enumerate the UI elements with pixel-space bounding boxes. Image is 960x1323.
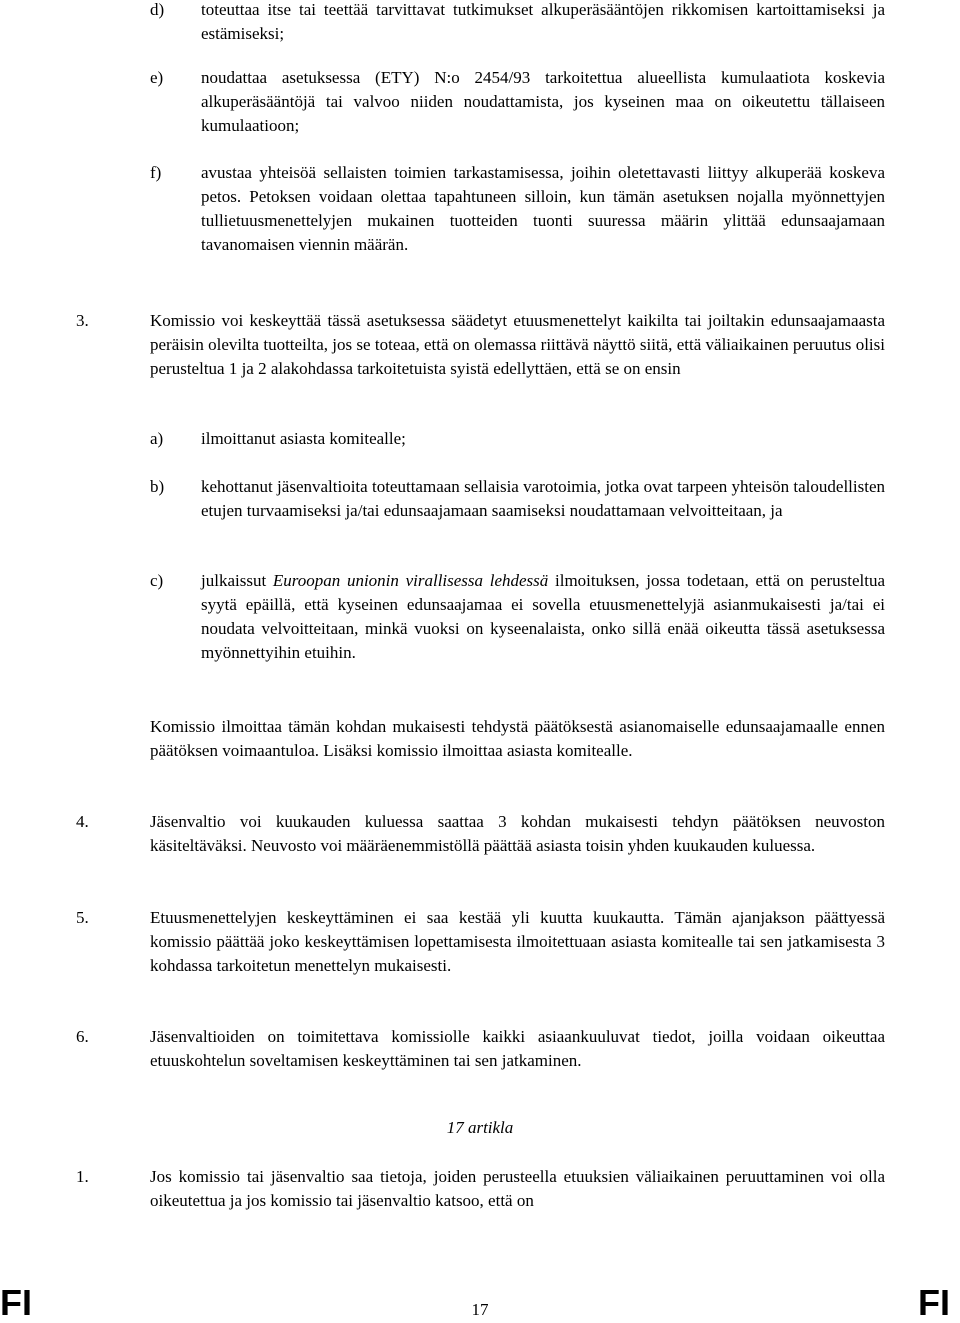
footer-language-right: FI [918,1282,950,1323]
para-5-number: 5. [76,908,89,927]
para-6-number: 6. [76,1027,89,1046]
page-number: 17 [471,1300,489,1319]
item-d-label: d) [150,0,165,19]
item-f-label: f) [150,163,162,182]
art17-para-1-text: Jos komissio tai jäsenvaltio saa tietoja, joiden perusteella etuuksien väliaikainen peruuttaminen voi olla oikeutettua ja jos komissio tai jäsenvaltio katsoo, että on [150,1167,885,1210]
item-b-label: b) [150,477,165,496]
item-e-text: noudattaa asetuksessa (ETY) N:o 2454/93 tarkoitettua alueellista kumulaatiota koskevia alkuperäsääntöjä tai valvoo niiden noudattamista, jos kyseinen maa on oikeutettu tällaiseen kumulaatioon; [201,68,885,135]
item-b-text: kehottanut jäsenvaltioita toteuttamaan sellaisia varotoimia, jotka ovat tarpeen yhteisön taloudellisten etujen turvaamiseksi ja/tai edunsaajamaan saamiseksi noudattamaan velvoitteitaan, ja [201,477,885,520]
journal-title: Euroopan unionin virallisessa lehdessä [272,571,549,590]
para-6-text: Jäsenvaltioiden on toimitettava komissiolle kaikki asiaankuuluvat tiedot, joilla voidaan oikeuttaa etuuskohtelun soveltamisen keskeyttäminen tai sen jatkaminen. [150,1027,885,1070]
footer-language-left: FI [0,1282,32,1323]
para-3-closing: Komissio ilmoittaa tämän kohdan mukaisesti tehdystä päätöksestä asianomaiselle edunsaajamaalle ennen päätöksen voimaantuloa. Lisäksi komissio ilmoittaa asiasta komitealle. [150,717,885,760]
item-f-text: avustaa yhteisöä sellaisten toimien tarkastamisessa, joihin oletettavasti liittyy alkuperää koskeva petos. Petoksen voidaan olettaa tapahtuneen silloin, kun tämän asetuksen nojalla myönnettyjen tullietuusmenettelyjen mukainen tuotteiden tuonti suuressa määrin ylittää edunsaajamaan tavanomaisen viennin määrän. [201,163,885,254]
item-c-text-before: julkaissut [201,571,267,590]
item-c-label: c) [150,571,164,590]
para-3-number: 3. [76,311,89,330]
article-heading: 17 artikla [446,1118,514,1137]
item-a-text: ilmoittanut asiasta komitealle; [201,429,406,448]
para-5-text: Etuusmenettelyjen keskeyttäminen ei saa kestää yli kuutta kuukautta. Tämän ajanjakson päättyessä komissio päättää joko keskeyttämisen lopettamisesta ilmoitettuaan asiasta komitealle tai sen jatkamisesta 3 kohdassa tarkoitetun menettelyn mukaisesti. [150,908,885,975]
item-e-label: e) [150,68,164,87]
art17-para-1-number: 1. [76,1167,89,1186]
item-c-text-after: ilmoituksen, jossa todetaan, että on perusteltua syytä epäillä, että kyseinen edunsaajamaa ei sovella etuusmenettelyjä asianmukaisesti ja/tai ei noudata velvoitteitaan, minkä vuoksi on kyseenalaista, onko sillä enää oikeutta tässä asetuksessa myönnettyihin etuihin. [201,571,885,662]
item-c-text [201,569,885,665]
item-d-text: toteuttaa itse tai teettää tarvittavat tutkimukset alkuperäsääntöjen rikkomisen kartoittamiseksi ja estämiseksi; [201,0,885,43]
para-3-text: Komissio voi keskeyttää tässä asetuksessa säädetyt etuusmenettelyt kaikilta tai joiltakin edunsaajamaasta peräisin olevilta tuotteilta, jos se toteaa, että on olemassa riittävä näyttö siitä, että väliaikainen peruutus olisi perusteltua 1 ja 2 alakohdassa tarkoitetuista syistä edellyttäen, että se on ensin [150,311,885,378]
para-4-number: 4. [76,812,89,831]
item-a-label: a) [150,429,164,448]
para-4-text: Jäsenvaltio voi kuukauden kuluessa saattaa 3 kohdan mukaisesti tehdyn päätöksen neuvoston käsiteltäväksi. Neuvosto voi määräenemmistöllä päättää asiasta toisin yhden kuukauden kuluessa. [150,812,885,855]
